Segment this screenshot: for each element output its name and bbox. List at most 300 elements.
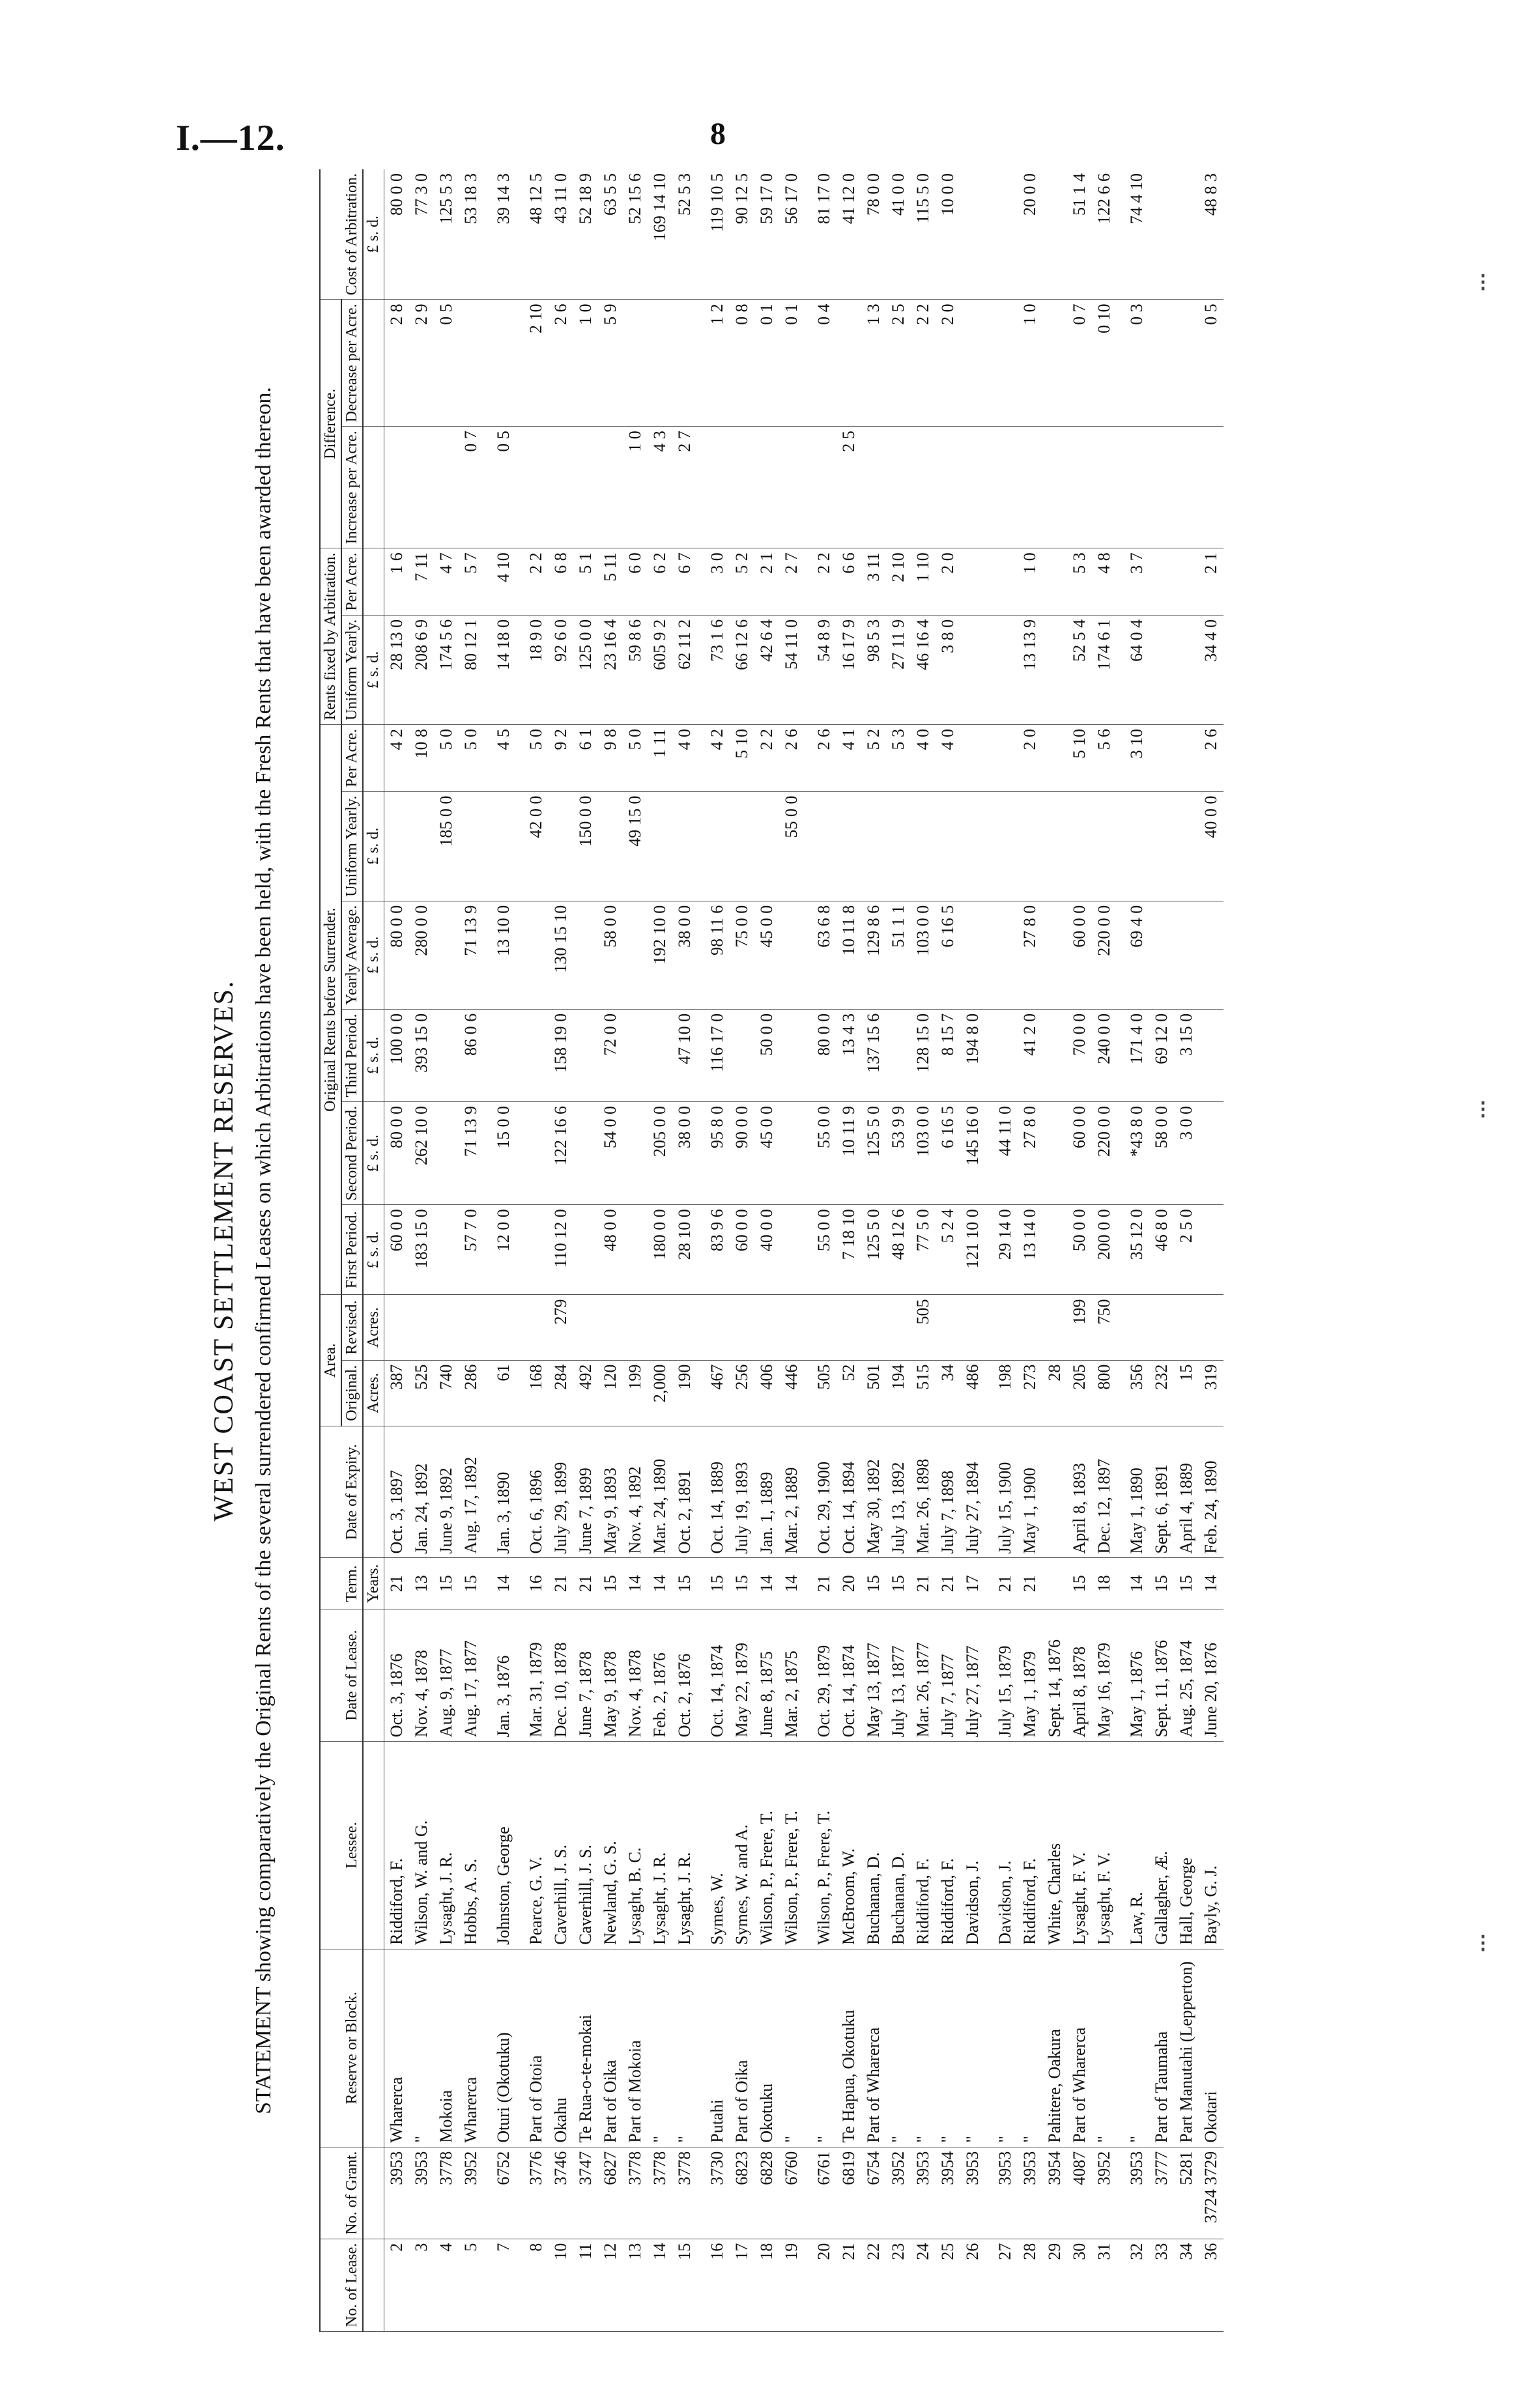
table-row <box>623 169 648 2332</box>
area-revised-cell <box>384 1295 410 1360</box>
grant-no-cell: 6754 <box>861 2147 886 2239</box>
uniform-yearly-cell <box>549 791 573 901</box>
per-acre-cell: 5 10 <box>730 724 754 791</box>
fixed-per-acre-cell: 6 8 <box>549 548 573 616</box>
term-cell: 14 <box>754 1558 779 1609</box>
area-revised-cell: 199 <box>1067 1295 1092 1360</box>
first-period-cell <box>516 1205 549 1295</box>
cost-cell: 43 11 0 <box>549 169 573 300</box>
second-period-cell <box>779 1101 804 1204</box>
fixed-per-acre-cell <box>1149 548 1174 616</box>
date-expiry-cell: Jan. 1, 1889 <box>754 1426 779 1558</box>
header-area: Area. <box>320 1295 341 1426</box>
first-period-cell: 48 12 6 <box>886 1205 911 1295</box>
second-period-cell: 262 10 0 <box>409 1101 434 1204</box>
yearly-average-cell: 280 0 0 <box>409 901 434 1009</box>
uniform-yearly-cell: 49 15 0 <box>623 791 648 901</box>
first-period-cell: 12 0 0 <box>483 1205 516 1295</box>
table-row <box>549 169 573 2332</box>
header-decrease: Decrease per Acre. <box>341 300 363 427</box>
first-period-cell: 121 10 0 <box>960 1205 985 1295</box>
area-original-cell: 515 <box>911 1360 936 1426</box>
date-expiry-cell <box>1042 1426 1067 1558</box>
first-period-cell: 60 0 0 <box>384 1205 410 1295</box>
lessee-cell: Lysaght, J. R. <box>648 1742 672 1949</box>
rotated-statement-sheet <box>208 169 1342 2332</box>
lease-no-cell: 7 <box>483 2239 516 2331</box>
per-acre-cell: 9 2 <box>549 724 573 791</box>
lease-no-cell: 19 <box>779 2239 804 2331</box>
date-lease-cell: July 13, 1877 <box>886 1609 911 1742</box>
reserve-cell: Part of Taumaha <box>1149 1949 1174 2147</box>
fixed-uniform-cell: 59 8 6 <box>623 615 648 724</box>
fixed-uniform-cell <box>985 615 1018 724</box>
uniform-yearly-cell: 185 0 0 <box>434 791 459 901</box>
uniform-yearly-cell: 55 0 0 <box>779 791 804 901</box>
area-original-cell: 356 <box>1117 1360 1149 1426</box>
yearly-average-cell: 75 0 0 <box>730 901 754 1009</box>
area-original-cell: 467 <box>697 1360 730 1426</box>
cost-cell: 63 5 5 <box>598 169 623 300</box>
first-period-cell: 180 0 0 <box>648 1205 672 1295</box>
yearly-average-cell <box>434 901 459 1009</box>
decrease-cell: 2 9 <box>409 300 434 427</box>
reserve-cell: " <box>1092 1949 1117 2147</box>
header-date-lease: Date of Lease. <box>320 1609 363 1742</box>
increase-cell <box>779 427 804 548</box>
cost-cell <box>1149 169 1174 300</box>
first-period-cell: 35 12 0 <box>1117 1205 1149 1295</box>
increase-cell <box>985 427 1018 548</box>
date-expiry-cell: May 1, 1900 <box>1018 1426 1042 1558</box>
date-lease-cell: Jan. 3, 1876 <box>483 1609 516 1742</box>
lessee-cell: Gallagher, Æ. <box>1149 1742 1174 1949</box>
fixed-per-acre-cell: 4 10 <box>483 548 516 616</box>
fixed-per-acre-cell: 5 7 <box>459 548 483 616</box>
table-row <box>1067 169 1092 2332</box>
term-cell: 21 <box>911 1558 936 1609</box>
first-period-cell: 46 8 0 <box>1149 1205 1174 1295</box>
second-period-cell: 95 8 0 <box>697 1101 730 1204</box>
reserve-cell: Okahu <box>549 1949 573 2147</box>
uniform-yearly-cell <box>837 791 861 901</box>
decrease-cell <box>1174 300 1199 427</box>
first-period-cell: 40 0 0 <box>754 1205 779 1295</box>
decrease-cell: 0 5 <box>434 300 459 427</box>
third-period-cell: 70 0 0 <box>1067 1009 1092 1101</box>
page-number: 8 <box>710 117 726 151</box>
lessee-cell: Symes, W. and A. <box>730 1742 754 1949</box>
fixed-per-acre-cell: 3 7 <box>1117 548 1149 616</box>
third-period-cell: 393 15 0 <box>409 1009 434 1101</box>
third-period-cell: 171 4 0 <box>1117 1009 1149 1101</box>
fixed-uniform-cell: 16 17 9 <box>837 615 861 724</box>
lessee-cell: Hobbs, A. S. <box>459 1742 483 1949</box>
uniform-yearly-cell <box>1067 791 1092 901</box>
unit-years: Years. <box>363 1558 384 1609</box>
header-fixed-uniform: Uniform Yearly. <box>341 615 363 724</box>
fixed-per-acre-cell: 6 7 <box>672 548 697 616</box>
date-expiry-cell: May 30, 1892 <box>861 1426 886 1558</box>
term-cell: 20 <box>837 1558 861 1609</box>
decrease-cell: 2 5 <box>886 300 911 427</box>
per-acre-cell: 5 0 <box>516 724 549 791</box>
per-acre-cell: 2 0 <box>1018 724 1042 791</box>
fixed-uniform-cell: 13 13 9 <box>1018 615 1042 724</box>
second-period-cell: 71 13 9 <box>459 1101 483 1204</box>
fixed-per-acre-cell: 3 0 <box>697 548 730 616</box>
third-period-cell <box>483 1009 516 1101</box>
table-row <box>598 169 623 2332</box>
third-period-cell <box>434 1009 459 1101</box>
uniform-yearly-cell <box>886 791 911 901</box>
yearly-average-cell: 13 10 0 <box>483 901 516 1009</box>
unit-money: £ s. d. <box>363 1101 384 1204</box>
lease-no-cell: 28 <box>1018 2239 1042 2331</box>
uniform-yearly-cell <box>409 791 434 901</box>
table-row <box>1042 169 1067 2332</box>
fixed-uniform-cell: 92 6 0 <box>549 615 573 724</box>
decrease-cell: 5 9 <box>598 300 623 427</box>
unit-money: £ s. d. <box>363 1009 384 1101</box>
fixed-per-acre-cell: 4 8 <box>1092 548 1117 616</box>
reserve-cell: Part of Oika <box>598 1949 623 2147</box>
area-original-cell: 15 <box>1174 1360 1199 1426</box>
cost-cell: 90 12 5 <box>730 169 754 300</box>
term-cell: 15 <box>886 1558 911 1609</box>
second-period-cell: 58 0 0 <box>1149 1101 1174 1204</box>
table-row <box>573 169 598 2332</box>
unit-acres: Acres. <box>363 1295 384 1360</box>
area-revised-cell <box>697 1295 730 1360</box>
cost-cell <box>985 169 1018 300</box>
increase-cell: 0 5 <box>483 427 516 548</box>
grant-no-cell: 6827 <box>598 2147 623 2239</box>
decrease-cell: 2 6 <box>549 300 573 427</box>
first-period-cell <box>779 1205 804 1295</box>
lessee-cell: Buchanan, D. <box>886 1742 911 1949</box>
grant-no-cell: 6823 <box>730 2147 754 2239</box>
third-period-cell <box>648 1009 672 1101</box>
uniform-yearly-cell <box>598 791 623 901</box>
area-revised-cell <box>623 1295 648 1360</box>
reserve-cell: Oturi (Okotuku) <box>483 1949 516 2147</box>
reserve-cell: " <box>804 1949 837 2147</box>
fixed-per-acre-cell <box>960 548 985 616</box>
cost-cell: 48 8 3 <box>1199 169 1223 300</box>
date-expiry-cell: Feb. 24, 1890 <box>1199 1426 1223 1558</box>
area-original-cell: 501 <box>861 1360 886 1426</box>
table-row <box>837 169 861 2332</box>
area-original-cell: 2,000 <box>648 1360 672 1426</box>
increase-cell <box>730 427 754 548</box>
header-lease-no: No. of Lease. <box>320 2239 363 2331</box>
area-original-cell: 284 <box>549 1360 573 1426</box>
unit-money: £ s. d. <box>363 615 384 724</box>
date-lease-cell: May 13, 1877 <box>861 1609 886 1742</box>
third-period-cell <box>573 1009 598 1101</box>
table-row <box>459 169 483 2332</box>
fixed-per-acre-cell: 2 2 <box>516 548 549 616</box>
lessee-cell: Lysaght, B. C. <box>623 1742 648 1949</box>
increase-cell <box>384 427 410 548</box>
lessee-cell: Lysaght, J. R. <box>434 1742 459 1949</box>
first-period-cell: 83 9 6 <box>697 1205 730 1295</box>
reserve-cell: Te Rua-o-te-mokai <box>573 1949 598 2147</box>
header-second-period: Second Period. <box>341 1101 363 1204</box>
decrease-cell: 1 0 <box>1018 300 1042 427</box>
fixed-per-acre-cell: 2 1 <box>1199 548 1223 616</box>
date-expiry-cell: June 7, 1899 <box>573 1426 598 1558</box>
date-expiry-cell: Sept. 6, 1891 <box>1149 1426 1174 1558</box>
second-period-cell: 145 16 0 <box>960 1101 985 1204</box>
date-lease-cell: Dec. 10, 1878 <box>549 1609 573 1742</box>
fixed-uniform-cell: 174 6 1 <box>1092 615 1117 724</box>
header-fixed-per-acre: Per Acre. <box>341 548 363 616</box>
date-lease-cell: Sept. 14, 1876 <box>1042 1609 1067 1742</box>
table-row <box>1149 169 1174 2332</box>
decrease-cell: 1 3 <box>861 300 886 427</box>
yearly-average-cell: 51 1 1 <box>886 901 911 1009</box>
third-period-cell: 116 17 0 <box>697 1009 730 1101</box>
reserve-cell: Wharerca <box>384 1949 410 2147</box>
first-period-cell <box>1199 1205 1223 1295</box>
third-period-cell: 158 19 0 <box>549 1009 573 1101</box>
table-row <box>1199 169 1223 2332</box>
date-expiry-cell: Mar. 26, 1898 <box>911 1426 936 1558</box>
area-revised-cell <box>1199 1295 1223 1360</box>
fixed-per-acre-cell: 5 1 <box>573 548 598 616</box>
fixed-per-acre-cell: 5 2 <box>730 548 754 616</box>
reserve-cell: " <box>648 1949 672 2147</box>
per-acre-cell: 6 1 <box>573 724 598 791</box>
fixed-per-acre-cell: 5 3 <box>1067 548 1092 616</box>
second-period-cell: 54 0 0 <box>598 1101 623 1204</box>
lessee-cell: Pearce, G. V. <box>516 1742 549 1949</box>
lessee-cell: Riddiford, F. <box>911 1742 936 1949</box>
fixed-uniform-cell: 605 9 2 <box>648 615 672 724</box>
term-cell: 14 <box>623 1558 648 1609</box>
per-acre-cell: 4 2 <box>697 724 730 791</box>
uniform-yearly-cell <box>459 791 483 901</box>
date-lease-cell: April 8, 1878 <box>1067 1609 1092 1742</box>
cost-cell: 74 4 10 <box>1117 169 1149 300</box>
date-expiry-cell: Oct. 2, 1891 <box>672 1426 697 1558</box>
cost-cell: 56 17 0 <box>779 169 804 300</box>
reserve-cell: Part Manutahi (Lepperton) <box>1174 1949 1199 2147</box>
cost-cell: 41 12 0 <box>837 169 861 300</box>
table-row <box>779 169 804 2332</box>
lease-no-cell: 17 <box>730 2239 754 2331</box>
fixed-uniform-cell: 174 5 6 <box>434 615 459 724</box>
yearly-average-cell <box>779 901 804 1009</box>
fixed-per-acre-cell: 7 11 <box>409 548 434 616</box>
margin-mark: ⁝ <box>1479 1929 1487 1958</box>
third-period-cell: 80 0 0 <box>804 1009 837 1101</box>
date-lease-cell: May 9, 1878 <box>598 1609 623 1742</box>
lessee-cell: Wilson, P., Frere, T. <box>779 1742 804 1949</box>
fixed-uniform-cell <box>1042 615 1067 724</box>
decrease-cell: 0 7 <box>1067 300 1092 427</box>
table-row <box>804 169 837 2332</box>
per-acre-cell: 5 0 <box>623 724 648 791</box>
lease-no-cell: 2 <box>384 2239 410 2331</box>
uniform-yearly-cell <box>861 791 886 901</box>
third-period-cell <box>985 1009 1018 1101</box>
reserve-cell: Part of Otoia <box>516 1949 549 2147</box>
reserve-cell: Part of Mokoia <box>623 1949 648 2147</box>
first-period-cell: 57 7 0 <box>459 1205 483 1295</box>
decrease-cell <box>459 300 483 427</box>
date-expiry-cell: Dec. 12, 1897 <box>1092 1426 1117 1558</box>
yearly-average-cell <box>985 901 1018 1009</box>
area-revised-cell <box>936 1295 960 1360</box>
grant-no-cell: 3778 <box>434 2147 459 2239</box>
third-period-cell <box>730 1009 754 1101</box>
lessee-cell: McBroom, W. <box>837 1742 861 1949</box>
fixed-per-acre-cell: 5 11 <box>598 548 623 616</box>
grant-no-cell: 3953 <box>1018 2147 1042 2239</box>
term-cell: 15 <box>1067 1558 1092 1609</box>
page-corner-ref: I.—12. <box>176 118 285 158</box>
area-revised-cell <box>516 1295 549 1360</box>
uniform-yearly-cell <box>1018 791 1042 901</box>
table-row <box>754 169 779 2332</box>
cost-cell: 39 14 3 <box>483 169 516 300</box>
first-period-cell <box>1042 1205 1067 1295</box>
uniform-yearly-cell <box>1042 791 1067 901</box>
decrease-cell: 2 0 <box>936 300 960 427</box>
cost-cell: 122 6 6 <box>1092 169 1117 300</box>
second-period-cell: 45 0 0 <box>754 1101 779 1204</box>
fixed-per-acre-cell: 2 0 <box>936 548 960 616</box>
term-cell <box>1042 1558 1067 1609</box>
table-row <box>960 169 985 2332</box>
per-acre-cell: 4 1 <box>837 724 861 791</box>
unit-money: £ s. d. <box>363 901 384 1009</box>
increase-cell <box>754 427 779 548</box>
uniform-yearly-cell <box>1174 791 1199 901</box>
header-original-rents: Original Rents before Surrender. <box>320 724 341 1294</box>
lease-no-cell: 12 <box>598 2239 623 2331</box>
first-period-cell: 183 15 0 <box>409 1205 434 1295</box>
second-period-cell <box>1199 1101 1223 1204</box>
header-lessee: Lessee. <box>320 1742 363 1949</box>
unit-acres: Acres. <box>363 1360 384 1426</box>
date-lease-cell: May 16, 1879 <box>1092 1609 1117 1742</box>
lessee-cell: Newland, G. S. <box>598 1742 623 1949</box>
lease-no-cell: 16 <box>697 2239 730 2331</box>
area-original-cell: 28 <box>1042 1360 1067 1426</box>
area-original-cell: 800 <box>1092 1360 1117 1426</box>
third-period-cell <box>1199 1009 1223 1101</box>
lease-no-cell: 34 <box>1174 2239 1199 2331</box>
grant-no-cell: 3952 <box>459 2147 483 2239</box>
decrease-cell: 0 1 <box>754 300 779 427</box>
second-period-cell: 122 16 6 <box>549 1101 573 1204</box>
increase-cell <box>886 427 911 548</box>
area-revised-cell <box>1117 1295 1149 1360</box>
fixed-uniform-cell: 73 1 6 <box>697 615 730 724</box>
term-cell: 14 <box>1117 1558 1149 1609</box>
margin-mark: ⁝ <box>1479 268 1487 297</box>
lessee-cell: Bayly, G. J. <box>1199 1742 1223 1949</box>
lease-no-cell: 18 <box>754 2239 779 2331</box>
third-period-cell: 86 0 6 <box>459 1009 483 1101</box>
grant-no-cell: 3953 <box>1117 2147 1149 2239</box>
area-revised-cell <box>886 1295 911 1360</box>
lessee-cell: Lysaght, J. R. <box>672 1742 697 1949</box>
yearly-average-cell: 58 0 0 <box>598 901 623 1009</box>
area-original-cell: 492 <box>573 1360 598 1426</box>
yearly-average-cell: 45 0 0 <box>754 901 779 1009</box>
date-expiry-cell: July 15, 1900 <box>985 1426 1018 1558</box>
third-period-cell: 13 4 3 <box>837 1009 861 1101</box>
decrease-cell: 0 5 <box>1199 300 1223 427</box>
fixed-uniform-cell: 42 6 4 <box>754 615 779 724</box>
reserve-cell: Part of Wharerca <box>1067 1949 1092 2147</box>
date-lease-cell: Feb. 2, 1876 <box>648 1609 672 1742</box>
first-period-cell: 2 5 0 <box>1174 1205 1199 1295</box>
yearly-average-cell: 98 11 6 <box>697 901 730 1009</box>
grant-no-cell: 3954 <box>936 2147 960 2239</box>
per-acre-cell: 9 8 <box>598 724 623 791</box>
fixed-per-acre-cell <box>1042 548 1067 616</box>
increase-cell <box>861 427 886 548</box>
per-acre-cell: 5 0 <box>434 724 459 791</box>
lease-no-cell: 25 <box>936 2239 960 2331</box>
per-acre-cell: 2 2 <box>754 724 779 791</box>
yearly-average-cell <box>1042 901 1067 1009</box>
lessee-cell: Lysaght, F. V. <box>1067 1742 1092 1949</box>
table-row <box>697 169 730 2332</box>
increase-cell <box>1092 427 1117 548</box>
increase-cell <box>434 427 459 548</box>
table-row <box>648 169 672 2332</box>
lease-no-cell: 26 <box>960 2239 985 2331</box>
header-area-revised: Revised. <box>341 1295 363 1360</box>
unit-money: £ s. d. <box>363 169 384 300</box>
lessee-cell: Johnston, George <box>483 1742 516 1949</box>
per-acre-cell: 4 0 <box>672 724 697 791</box>
third-period-cell: 137 15 6 <box>861 1009 886 1101</box>
yearly-average-cell: 103 0 0 <box>911 901 936 1009</box>
area-original-cell: 256 <box>730 1360 754 1426</box>
reserve-cell: " <box>1117 1949 1149 2147</box>
increase-cell: 4 3 <box>648 427 672 548</box>
grant-no-cell: 3953 <box>384 2147 410 2239</box>
unit-money: £ s. d. <box>363 1205 384 1295</box>
second-period-cell <box>623 1101 648 1204</box>
per-acre-cell: 1 11 <box>648 724 672 791</box>
reserve-cell: " <box>409 1949 434 2147</box>
lessee-cell: Wilson, P., Frere, T. <box>754 1742 779 1949</box>
lease-no-cell: 8 <box>516 2239 549 2331</box>
first-period-cell: 13 14 0 <box>1018 1205 1042 1295</box>
header-first-period: First Period. <box>341 1205 363 1295</box>
date-lease-cell: Oct. 2, 1876 <box>672 1609 697 1742</box>
area-revised-cell <box>573 1295 598 1360</box>
grant-no-cell: 4087 <box>1067 2147 1092 2239</box>
decrease-cell <box>623 300 648 427</box>
area-revised-cell: 750 <box>1092 1295 1117 1360</box>
first-period-cell: 28 10 0 <box>672 1205 697 1295</box>
uniform-yearly-cell <box>960 791 985 901</box>
term-cell: 14 <box>483 1558 516 1609</box>
lease-no-cell: 11 <box>573 2239 598 2331</box>
fixed-uniform-cell: 46 16 4 <box>911 615 936 724</box>
increase-cell <box>960 427 985 548</box>
